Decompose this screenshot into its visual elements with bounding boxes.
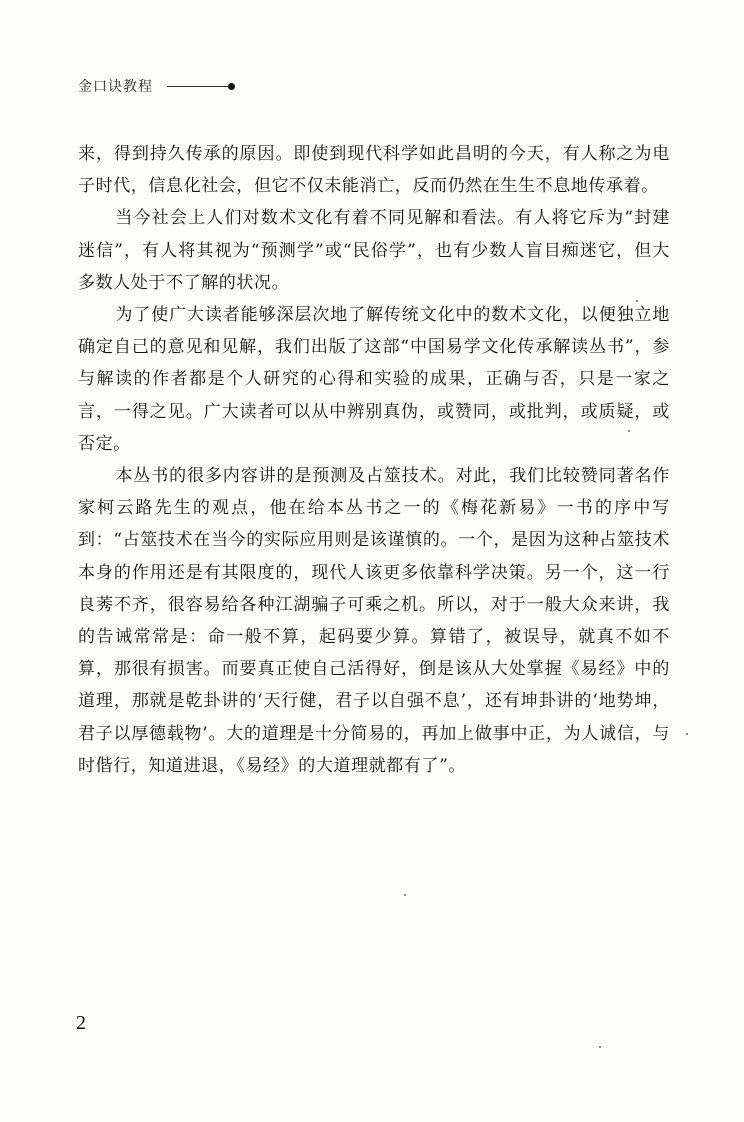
header-rule [167, 86, 229, 87]
scan-speck [628, 430, 630, 432]
header-title: 金口诀教程 [78, 79, 153, 95]
scan-speck [599, 1046, 601, 1048]
scan-speck [636, 300, 638, 302]
header-dot-icon [228, 83, 235, 90]
paragraph: 当今社会上人们对数术文化有着不同见解和看法。有人将它斥为“封建迷信”，有人将其视为“预测学”或“民俗学”，也有少数人盲目痴迷它，但大多数人处于不了解的状况。 [78, 208, 670, 293]
page-number: 2 [76, 1012, 86, 1034]
scan-speck [404, 894, 406, 896]
paragraph-continued: 来，得到持久传承的原因。即使到现代科学如此昌明的今天，有人称之为电子时代，信息化社会，但它不仅未能消亡，反而仍然在生生不息地传承着。 [78, 144, 670, 197]
running-header [78, 76, 235, 96]
paragraph: 为了使广大读者能够深层次地了解传统文化中的数术文化，以便独立地确定自己的意见和见解，我们出版了这部“中国易学文化传承解读丛书”，参与解读的作者都是个人研究的心得和实验的成果，正确与否，只是一家之言，一得之见。广大读者可以从中辨别真伪，或赞同，或批判，或质疑，或否定。 [78, 305, 670, 454]
body-text [78, 138, 670, 782]
paragraph: 本丛书的很多内容讲的是预测及占筮技术。对此，我们比较赞同著名作家柯云路先生的观点，他在给本丛书之一的《梅花新易》一书的序中写到：“占筮技术在当今的实际应用则是该谨慎的。一个，是因为这种占筮技术本身的作用还是有其限度的，现代人该更多依靠科学决策。另一个，这一行良莠不齐，很容易给各种江湖骗子可乘之机。所以，对于一般大众来讲，我的告诫常常是：命一般不算，起码要少算。算错了，被误导，就真不如不算，那很有损害。而要真正使自己活得好，倒是该从大处掌握《易经》中的道理，那就是乾卦讲的‘天行健，君子以自强不息’，还有坤卦讲的‘地势坤，君子以厚德载物’。大的道理是十分简易的，再加上做事中正，为人诚信，与时偕行，知道进退，《易经》的大道理就都有了”。 [78, 466, 670, 776]
scan-speck [686, 733, 688, 735]
